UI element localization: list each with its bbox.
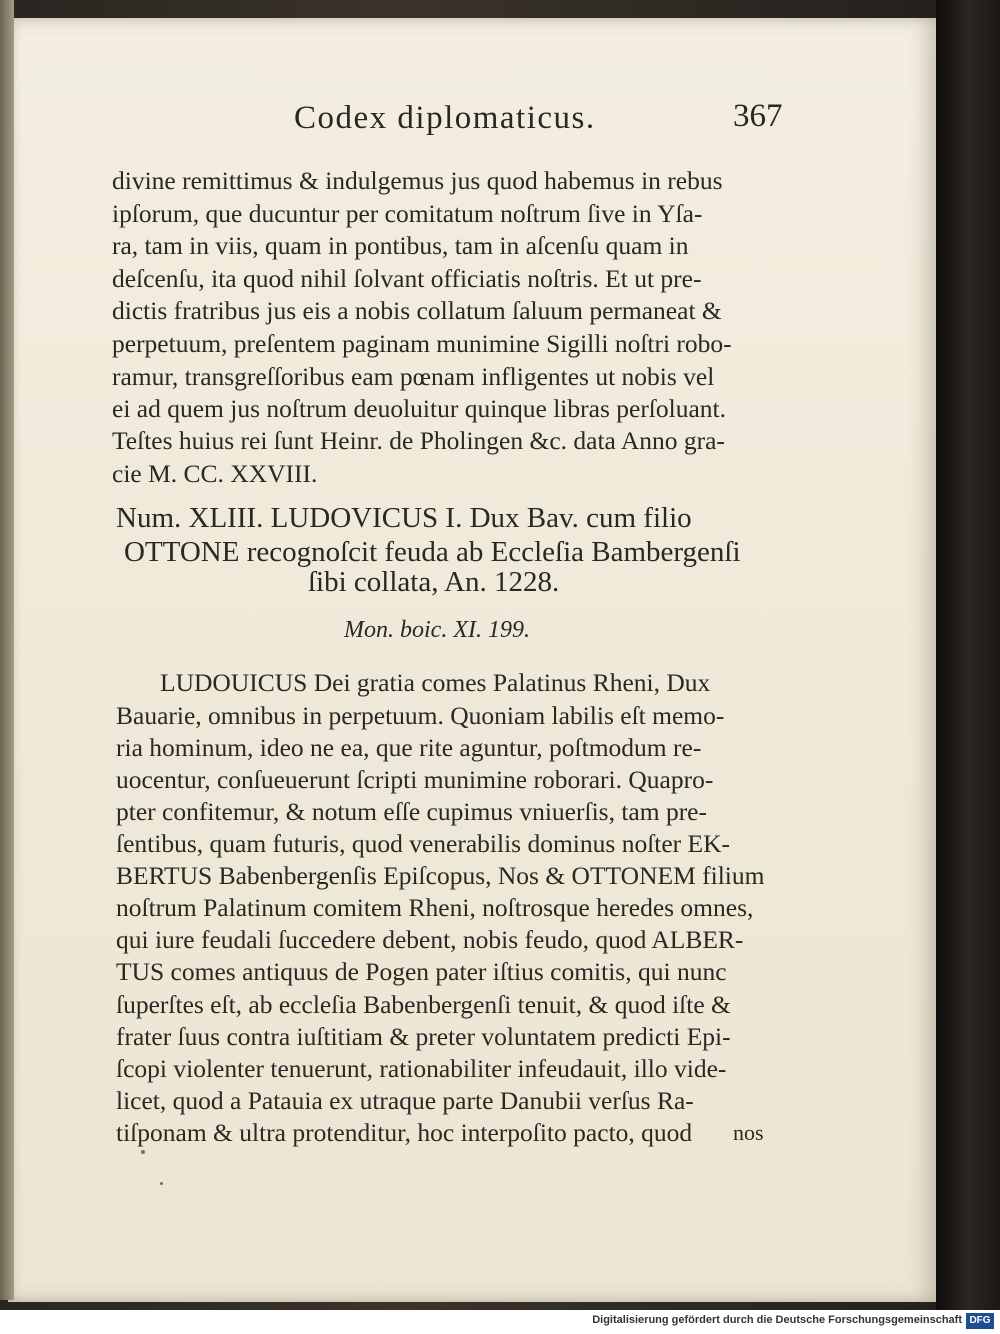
text-line: ſcopi violenter tenuerunt, rationabiliter infeudauit, illo vide- xyxy=(116,1054,727,1083)
text-line: uocentur, conſueuerunt ſcripti munimine roborari. Quapro- xyxy=(116,765,714,794)
text-line: cie M. CC. XXVIII. xyxy=(112,459,318,488)
text-line: qui iure feudali ſuccedere debent, nobis feudo, quod ALBER- xyxy=(116,925,744,954)
book-spine-shadow xyxy=(936,0,1000,1310)
text-line: Teſtes huius rei ſunt Heinr. de Pholingen &c. data Anno gra- xyxy=(112,426,725,455)
text-line: tiſponam & ultra protenditur, hoc interpoſito pacto, quod xyxy=(116,1118,693,1147)
text-line: BERTUS Babenbergenſis Epiſcopus, Nos & OTTONEM filium xyxy=(116,861,765,890)
text-line: perpetuum, preſentem paginam munimine Sigilli noſtri robo- xyxy=(112,329,732,358)
ink-speck xyxy=(160,1182,163,1185)
catchword: nos xyxy=(733,1120,764,1145)
digitization-footer xyxy=(0,1310,1000,1334)
page-edge xyxy=(0,0,14,1300)
text-line: TUS comes antiquus de Pogen pater iſtius comitis, qui nunc xyxy=(116,957,727,986)
text-line: noſtrum Palatinum comitem Rheni, noſtrosque heredes omnes, xyxy=(116,893,754,922)
running-header xyxy=(0,100,1000,150)
heading-line: OTTONE recognoſcit feuda ab Eccleſia Bambergenſi xyxy=(124,536,741,568)
text-line: pter confitemur, & notum eſſe cupimus vniuerſis, tam pre- xyxy=(116,797,707,826)
text-line: ipſorum, que ducuntur per comitatum noſtrum ſive in Yſa- xyxy=(112,199,703,228)
text-line: ramur, transgreſſoribus eam pœnam infligentes ut nobis vel xyxy=(112,362,715,391)
text-line: frater ſuus contra iuſtitiam & preter voluntatem predicti Epi- xyxy=(116,1022,731,1051)
text-line: licet, quod a Patauia ex utraque parte Danubii verſus Ra- xyxy=(116,1086,694,1115)
running-title: Codex diplomaticus. xyxy=(294,100,596,136)
text-line: ſentibus, quam futuris, quod venerabilis dominus noſter EK- xyxy=(116,829,731,858)
text-line: ei ad quem jus noſtrum deuoluitur quinque libras perſoluant. xyxy=(112,394,727,423)
text-line: Bauarie, omnibus in perpetuum. Quoniam labilis eſt memo- xyxy=(116,701,725,730)
dfg-logo-icon: DFG xyxy=(966,1313,994,1329)
text-line: LUDOUICUS Dei gratia comes Palatinus Rheni, Dux xyxy=(160,668,711,697)
source-citation: Mon. boic. XI. 199. xyxy=(344,617,530,643)
funding-credit: Digitalisierung gefördert durch die Deutsche Forschungsgemeinschaft xyxy=(592,1314,962,1326)
text-line: divine remittimus & indulgemus jus quod habemus in rebus xyxy=(112,166,723,195)
ink-speck xyxy=(141,1150,145,1154)
heading-line: ſibi collata, An. 1228. xyxy=(308,566,560,598)
text-line: ra, tam in viis, quam in pontibus, tam in aſcenſu quam in xyxy=(112,231,689,260)
text-line: dictis fratribus jus eis a nobis collatum ſaluum permaneat & xyxy=(112,296,722,325)
page-number: 367 xyxy=(733,98,783,134)
heading-line: Num. XLIII. LUDOVICUS I. Dux Bav. cum filio xyxy=(116,502,692,534)
text-line: ria hominum, ideo ne ea, que rite aguntur, poſtmodum re- xyxy=(116,733,702,762)
text-line: deſcenſu, ita quod nihil ſolvant officiatis noſtris. Et ut pre- xyxy=(112,264,702,293)
text-line: ſuperſtes eſt, ab eccleſia Babenbergenſi tenuit, & quod iſte & xyxy=(116,990,731,1019)
